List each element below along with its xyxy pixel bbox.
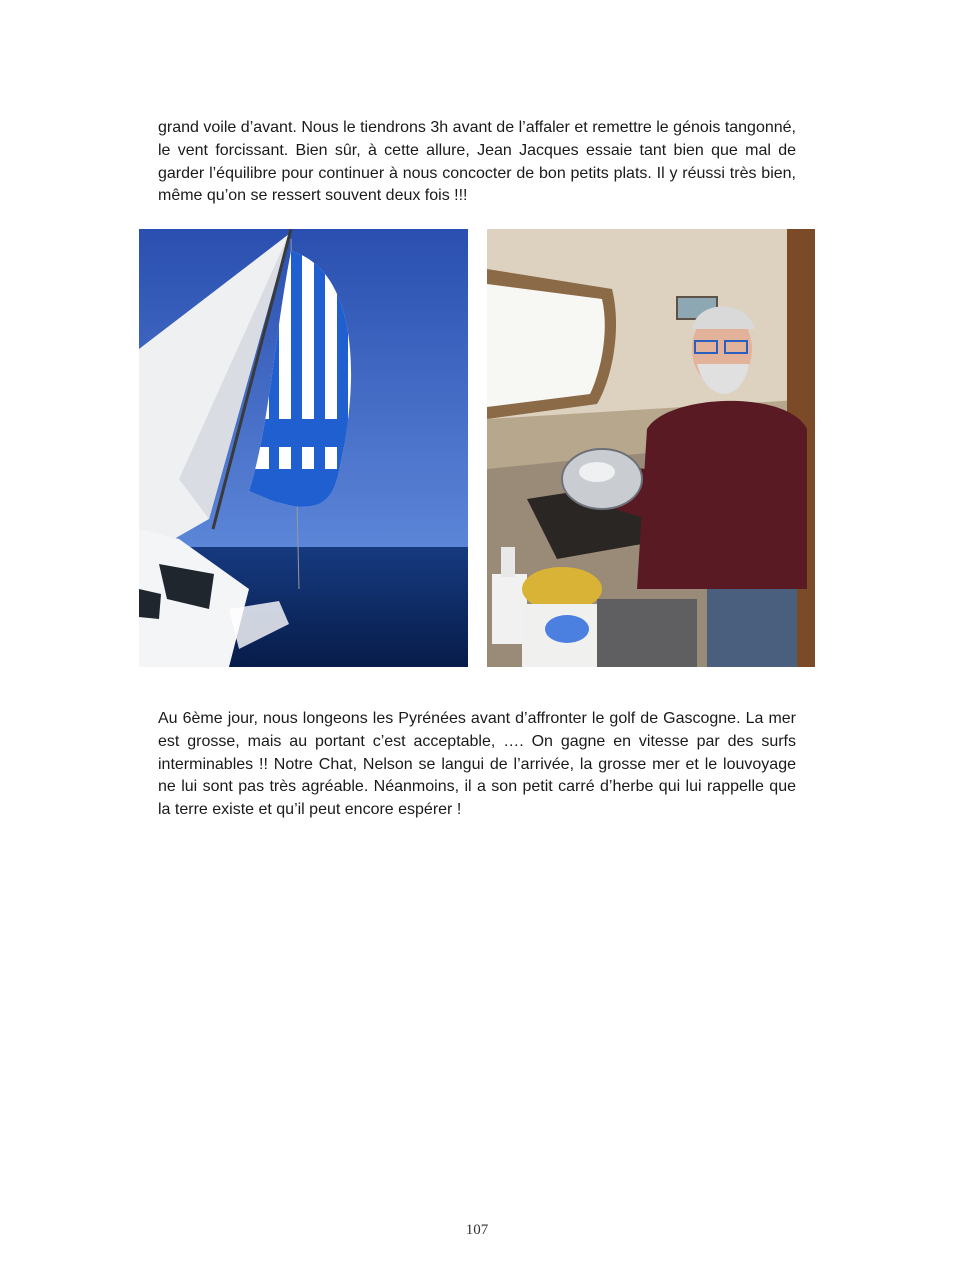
page-number: 107	[465, 1222, 489, 1238]
galley-illustration	[487, 229, 815, 667]
paragraph-sixth-day: Au 6ème jour, nous longeons les Pyrénées avant d’affronter le golf de Gascogne. La mer est grosse, mais au portant c’est acceptable, …. On gagne en vitesse par des surfs interminables !! Notre Chat, Nelson se langui de l’arrivée, la grosse mer et le louvoyage ne lui sont pas très agréable. Néanmoins, il a son petit carré d’herbe qui lui rappelle que la terre existe et qu’il peut encore espérer !	[158, 710, 796, 819]
spinnaker-illustration	[139, 229, 468, 667]
photo-galley-cook	[487, 229, 815, 667]
photo-spinnaker-sailing	[139, 229, 468, 667]
paragraph-intro: grand voile d’avant. Nous le tiendrons 3h avant de l’affaler et remettre le génois tangonné, le vent forcissant. Bien sûr, à cette allure, Jean Jacques essaie tant bien que mal de garder l’équilibre pour continuer à nous concocter de bon petits plats. Il y réussi très bien, même qu’on se ressert souvent deux fois !!!	[158, 119, 796, 205]
